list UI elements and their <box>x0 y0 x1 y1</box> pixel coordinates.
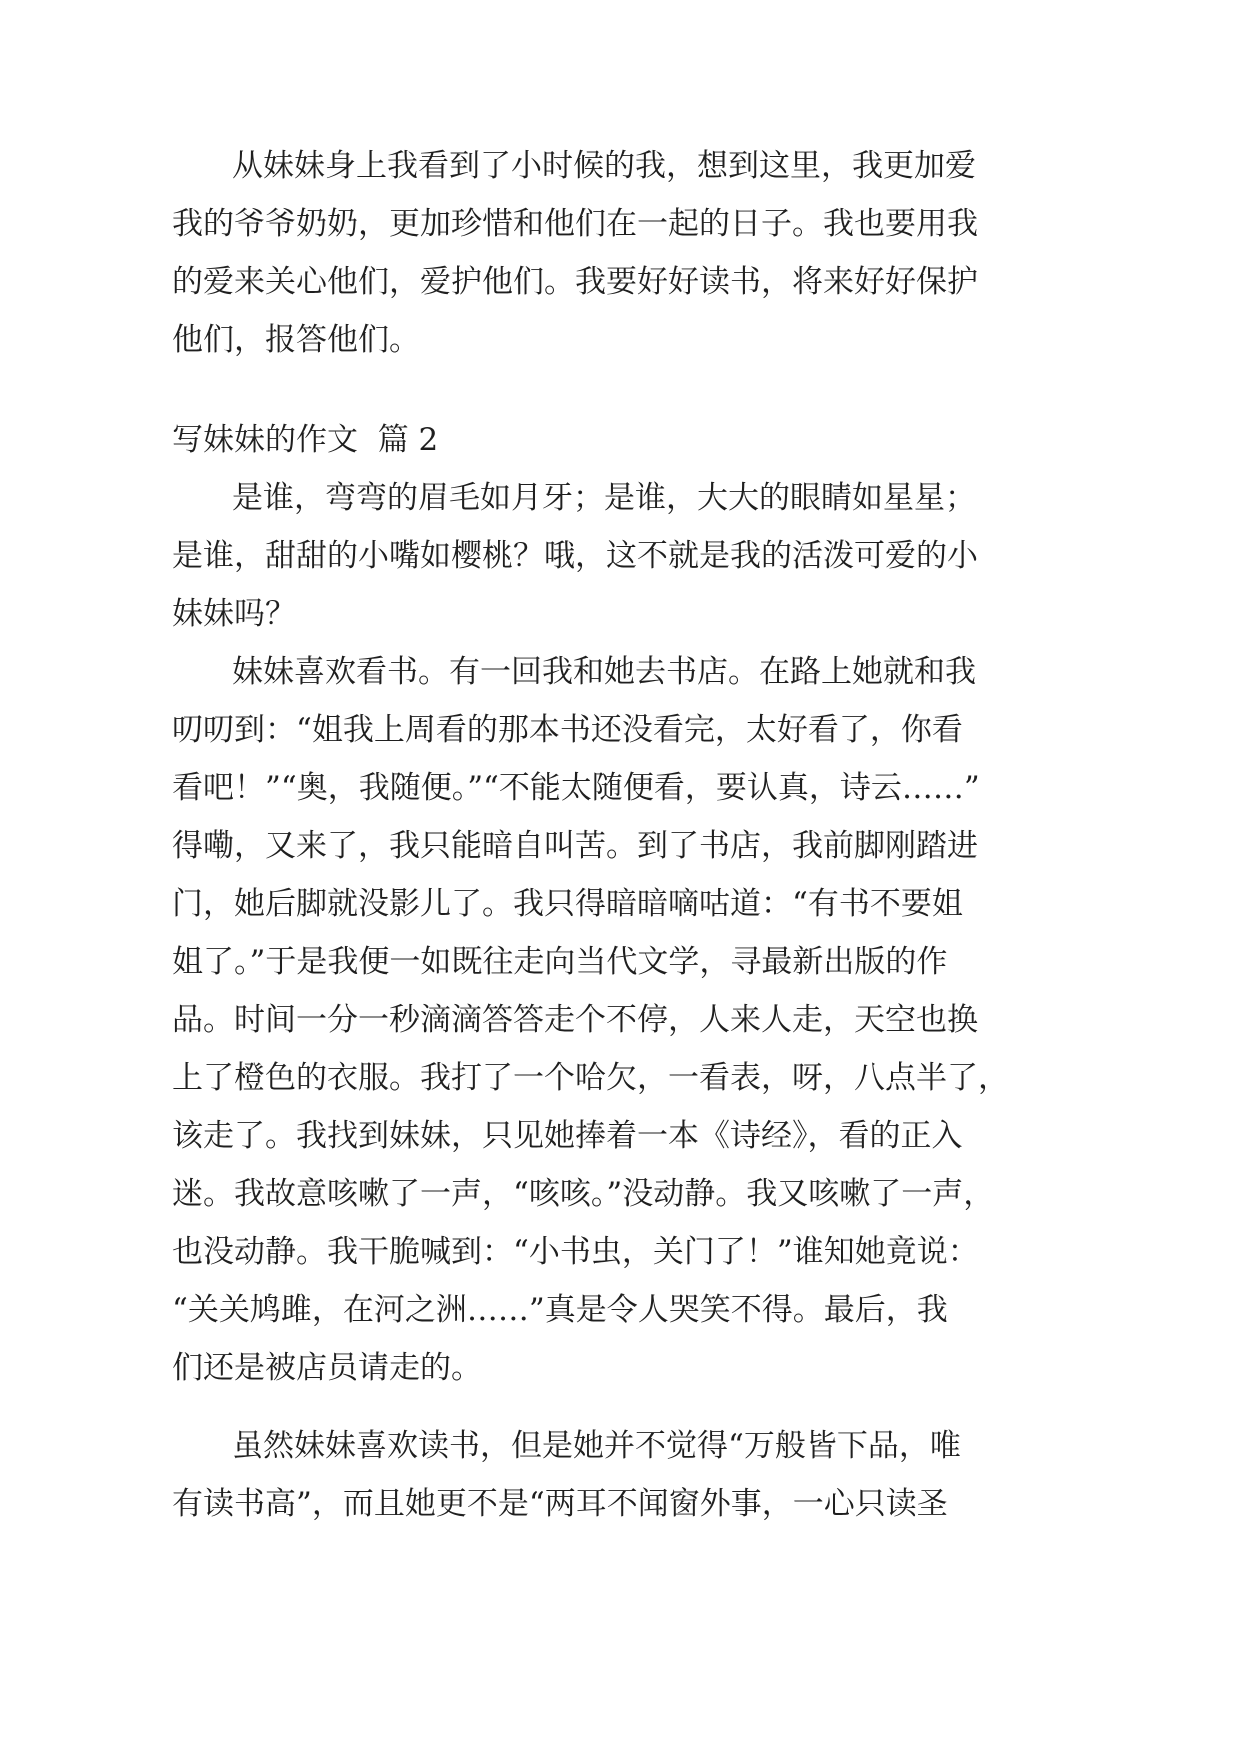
paragraph-3-line-13: 们还是被店员请走的。 <box>172 1350 482 1386</box>
paragraph-2-line-2: 是谁，甜甜的小嘴如樱桃？哦，这不就是我的活泼可爱的小 <box>172 538 978 574</box>
paragraph-2-line-1: 是谁，弯弯的眉毛如月牙；是谁，大大的眼睛如星星； <box>232 480 976 516</box>
section-heading: 写妹妹的作文 篇 2 <box>172 422 439 458</box>
paragraph-3-line-10: 迷。我故意咳嗽了一声，“咳咳。”没动静。我又咳嗽了一声， <box>172 1176 995 1212</box>
paragraph-3-line-2: 叨叨到：“姐我上周看的那本书还没看完，太好看了，你看 <box>172 712 963 748</box>
paragraph-3-line-6: 姐了。”于是我便一如既往走向当代文学，寻最新出版的作 <box>172 944 948 980</box>
paragraph-4-line-1: 虽然妹妹喜欢读书，但是她并不觉得“万般皆下品，唯 <box>232 1428 961 1464</box>
paragraph-1-line-4: 他们，报答他们。 <box>172 322 420 358</box>
paragraph-3-line-8: 上了橙色的衣服。我打了一个哈欠，一看表，呀，八点半了， <box>172 1060 1009 1096</box>
paragraph-3-line-5: 门，她后脚就没影儿了。我只得暗暗嘀咕道：“有书不要姐 <box>172 886 963 922</box>
paragraph-3-line-7: 品。时间一分一秒滴滴答答走个不停，人来人走，天空也换 <box>172 1002 978 1038</box>
paragraph-1-line-2: 我的爷爷奶奶，更加珍惜和他们在一起的日子。我也要用我 <box>172 206 978 242</box>
paragraph-1-line-3: 的爱来关心他们，爱护他们。我要好好读书，将来好好保护 <box>172 264 978 300</box>
paragraph-3-line-11: 也没动静。我干脆喊到：“小书虫，关门了！”谁知她竟说： <box>172 1234 979 1270</box>
paragraph-2-line-3: 妹妹吗？ <box>172 596 296 632</box>
paragraph-1-line-1: 从妹妹身上我看到了小时候的我，想到这里，我更加爱 <box>232 148 976 184</box>
paragraph-3-line-9: 该走了。我找到妹妹，只见她捧着一本《诗经》，看的正入 <box>172 1118 963 1154</box>
paragraph-3-line-4: 得嘞，又来了，我只能暗自叫苦。到了书店，我前脚刚踏进 <box>172 828 978 864</box>
paragraph-4-line-2: 有读书高”，而且她更不是“两耳不闻窗外事，一心只读圣 <box>172 1486 948 1522</box>
paragraph-3-line-3: 看吧！”“奥，我随便。”“不能太随便看，要认真，诗云……” <box>172 770 980 806</box>
paragraph-3-line-1: 妹妹喜欢看书。有一回我和她去书店。在路上她就和我 <box>232 654 976 690</box>
paragraph-3-line-12: “关关鸠雎，在河之洲……”真是令人哭笑不得。最后，我 <box>172 1292 948 1328</box>
